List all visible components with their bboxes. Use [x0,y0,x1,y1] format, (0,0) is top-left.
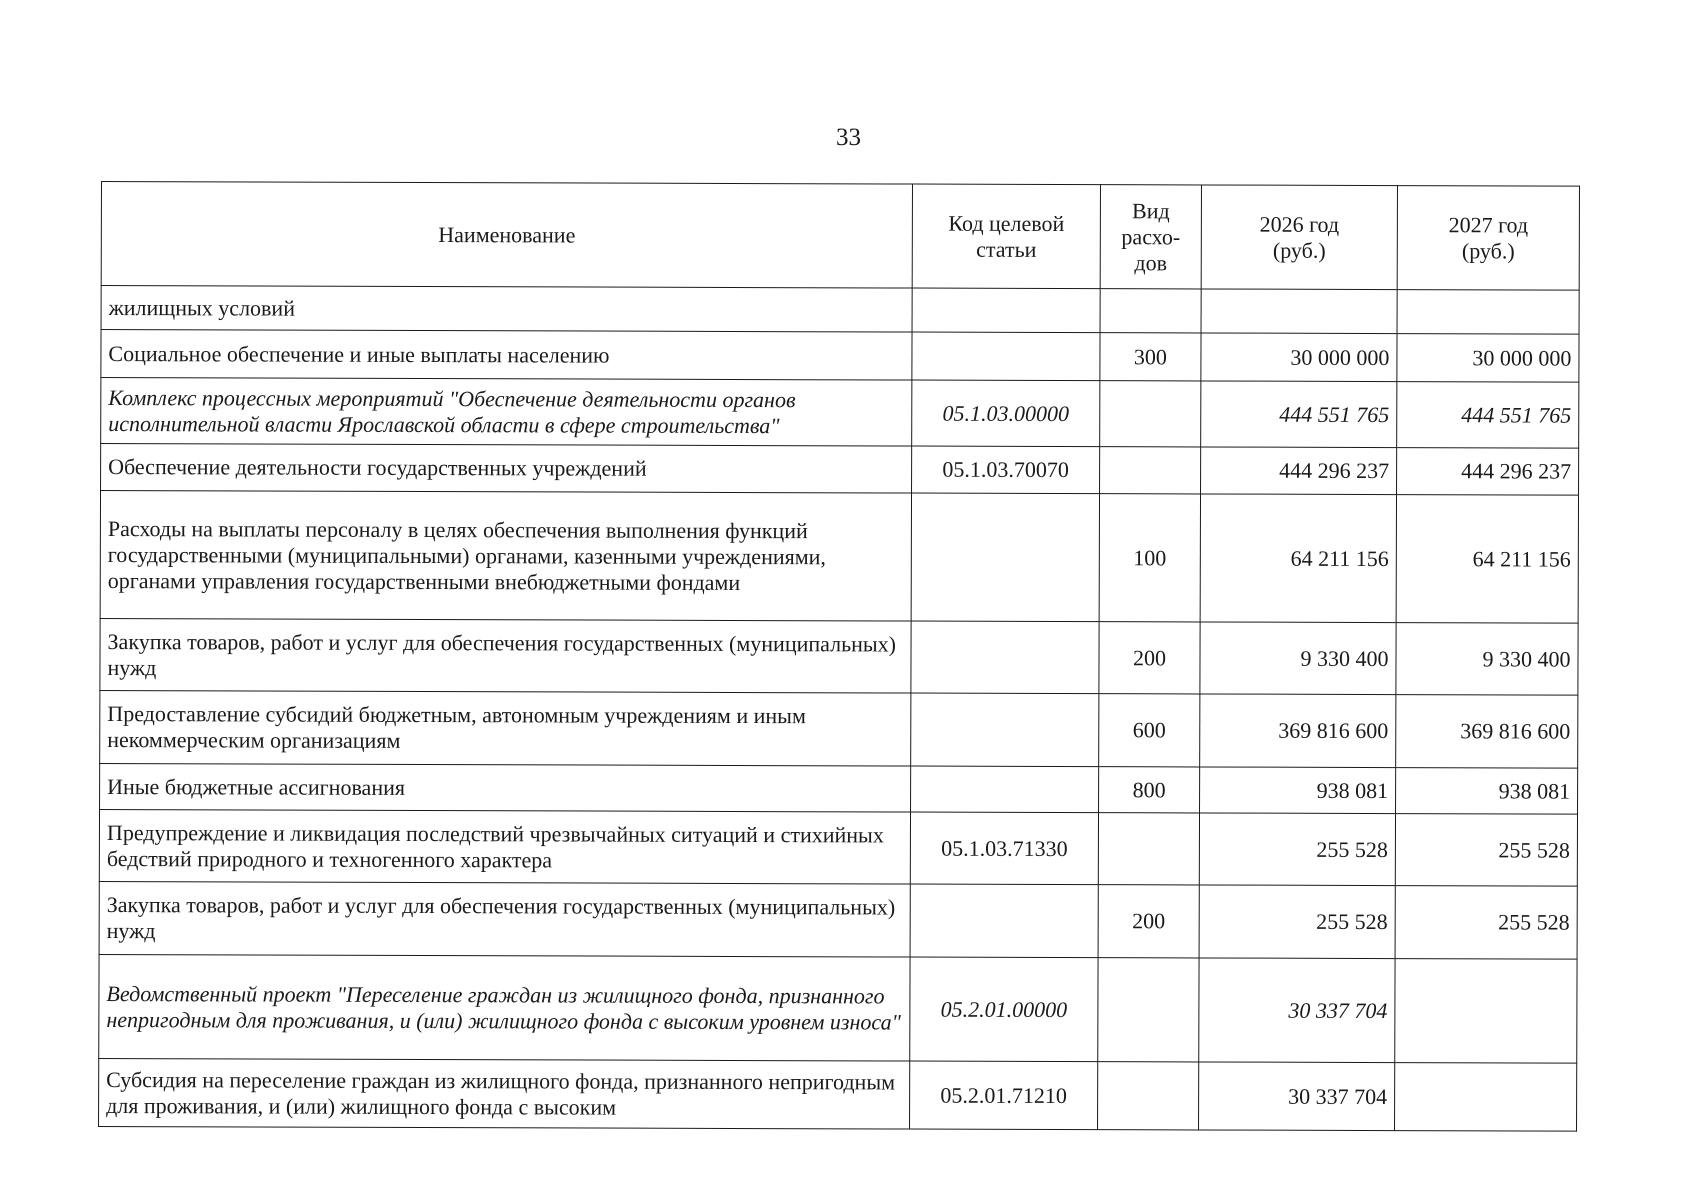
name-cell: Предоставление субсидий бюджетным, автономным учреждениям и иным некоммерческим организациям [100,690,911,766]
table-row [101,330,1579,383]
budget-table [98,181,1580,1132]
expense-type-cell [1098,1062,1199,1130]
amount-2027-cell: 369 816 600 [1396,695,1578,769]
expense-type-cell: 600 [1099,694,1200,767]
name-cell: Расходы на выплаты персоналу в целях обеспечения выполнения функций государственными (муниципальными) органами, казенными учреждениями, органами управления государственными внебюджетными фондами [100,491,911,622]
amount-2027-cell: 255 528 [1395,886,1577,960]
name-cell: Социальное обеспечение и иные выплаты населению [101,330,912,381]
table-header-row [101,182,1579,291]
header-year-2027: 2027 год (руб.) [1397,186,1579,291]
amount-2027-cell [1395,959,1577,1064]
code-cell: 05.2.01.00000 [910,957,1098,1062]
table-row [100,763,1578,814]
code-cell [910,884,1098,958]
header-name: Наименование [101,182,912,289]
amount-2026-cell: 255 528 [1199,813,1395,886]
code-cell [912,332,1100,381]
code-cell: 05.1.03.71330 [910,812,1098,885]
amount-2026-cell: 444 296 237 [1201,447,1397,495]
name-cell: Субсидия на переселение граждан из жилищного фонда, признанного непригодным для проживания, и (или) жилищного фонда с высоким [99,1058,910,1129]
table-row [99,881,1577,959]
amount-2026-cell: 30 337 704 [1199,958,1395,1063]
header-code: Код целевой статьи [912,184,1100,289]
amount-2026-cell: 30 337 704 [1199,1062,1395,1131]
amount-2027-cell: 444 296 237 [1397,448,1579,496]
amount-2027-cell: 255 528 [1395,814,1577,887]
code-cell [912,288,1100,333]
amount-2026-cell: 9 330 400 [1200,622,1396,695]
expense-type-cell: 200 [1099,622,1200,694]
expense-type-cell [1100,289,1201,333]
table-row [101,286,1579,335]
code-cell [911,621,1099,694]
page-number: 33 [836,124,861,151]
expense-type-cell: 200 [1098,885,1199,958]
amount-2027-cell: 30 000 000 [1397,334,1579,383]
expense-type-cell [1100,447,1201,494]
amount-2027-cell: 938 081 [1396,768,1578,815]
expense-type-cell [1098,958,1199,1062]
amount-2026-cell [1201,289,1397,334]
amount-2026-cell: 938 081 [1200,767,1396,814]
amount-2026-cell: 255 528 [1199,885,1395,959]
amount-2027-cell: 64 211 156 [1396,495,1578,624]
expense-type-cell: 100 [1099,494,1200,622]
amount-2026-cell: 444 551 765 [1201,381,1397,448]
amount-2027-cell [1395,1063,1577,1132]
name-cell: Закупка товаров, работ и услуг для обеспечения государственных (муниципальных) нужд [99,881,910,957]
table-row [101,444,1579,496]
amount-2027-cell: 9 330 400 [1396,623,1578,696]
name-cell: Иные бюджетные ассигнования [100,763,911,812]
amount-2026-cell: 64 211 156 [1200,494,1396,623]
header-year-2026: 2026 год (руб.) [1201,185,1397,290]
table-row [99,1058,1577,1131]
code-cell: 05.2.01.71210 [910,1061,1098,1130]
code-cell [911,493,1099,622]
code-cell [911,766,1099,813]
table-row [99,809,1577,886]
expense-type-cell: 300 [1100,333,1201,381]
name-cell: Закупка товаров, работ и услуг для обеспечения государственных (муниципальных) нужд [100,618,911,693]
name-cell: Комплекс процессных мероприятий "Обеспечение деятельности органов исполнительной власти Ярославской области в сфере строительства" [101,378,912,447]
amount-2027-cell [1397,290,1579,335]
table-row [100,690,1578,768]
name-cell: Обеспечение деятельности государственных учреждений [101,444,912,494]
expense-type-cell: 800 [1099,767,1200,813]
amount-2026-cell: 369 816 600 [1200,694,1396,768]
code-cell [911,693,1099,767]
amount-2026-cell: 30 000 000 [1201,333,1397,382]
name-cell: жилищных условий [101,286,912,333]
name-cell: Ведомственный проект "Переселение граждан из жилищного фонда, признанного непригодным для проживания, и (или) жилищного фонда с высоким уровнем износа" [99,954,910,1061]
code-cell: 05.1.03.70070 [912,446,1100,494]
expense-type-cell [1100,381,1201,447]
amount-2027-cell: 444 551 765 [1397,382,1579,449]
table-row [100,491,1578,624]
expense-type-cell [1098,813,1199,885]
table-row [101,378,1579,449]
header-type: Вид расхо-дов [1100,185,1201,289]
table-row [99,954,1577,1063]
table-row [100,618,1578,695]
name-cell: Предупреждение и ликвидация последствий чрезвычайных ситуаций и стихийных бедствий природного и техногенного характера [99,809,910,884]
code-cell: 05.1.03.00000 [912,380,1100,447]
